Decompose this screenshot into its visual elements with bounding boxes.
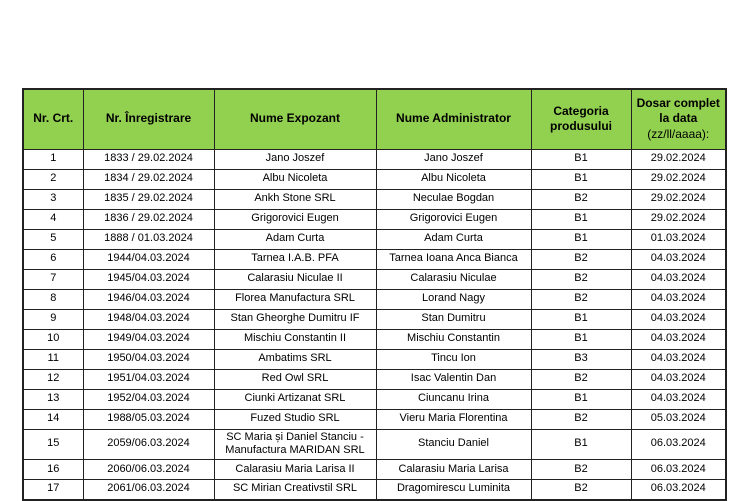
cell-categoria-produsului: B2	[531, 460, 631, 480]
cell-nr-crt: 15	[23, 429, 83, 460]
col-header-label: Nume Expozant	[249, 111, 340, 126]
cell-dosar-complet: 04.03.2024	[631, 309, 726, 329]
table-row	[23, 409, 726, 429]
cell-categoria-produsului: B2	[531, 249, 631, 269]
cell-dosar-complet: 04.03.2024	[631, 249, 726, 269]
col-header-nr-inregistrare	[83, 89, 214, 149]
cell-nr-crt: 5	[23, 229, 83, 249]
col-header-nr-crt	[23, 89, 83, 149]
cell-nr-crt: 12	[23, 369, 83, 389]
cell-nume-expozant: Fuzed Studio SRL	[214, 409, 376, 429]
cell-nr-inregistrare: 1944/04.03.2024	[83, 249, 214, 269]
cell-nume-administrator: Mischiu Constantin	[376, 329, 531, 349]
col-header-categoria-produsului	[531, 89, 631, 149]
cell-dosar-complet: 06.03.2024	[631, 460, 726, 480]
cell-nr-crt: 10	[23, 329, 83, 349]
cell-nr-crt: 17	[23, 480, 83, 500]
cell-nume-expozant: SC Mirian Creativstil SRL	[214, 480, 376, 500]
cell-nr-inregistrare: 1950/04.03.2024	[83, 349, 214, 369]
cell-nr-crt: 16	[23, 460, 83, 480]
cell-categoria-produsului: B1	[531, 429, 631, 460]
cell-nume-expozant: Grigorovici Eugen	[214, 209, 376, 229]
cell-categoria-produsului: B2	[531, 189, 631, 209]
cell-nr-inregistrare: 1945/04.03.2024	[83, 269, 214, 289]
cell-categoria-produsului: B2	[531, 369, 631, 389]
cell-nr-crt: 11	[23, 349, 83, 369]
header-row	[23, 89, 726, 149]
table-row	[23, 229, 726, 249]
cell-nr-inregistrare: 1888 / 01.03.2024	[83, 229, 214, 249]
cell-nume-expozant: Calarasiu Maria Larisa II	[214, 460, 376, 480]
col-header-date-format: (zz/ll/aaaa):	[647, 127, 710, 142]
table-row	[23, 369, 726, 389]
cell-categoria-produsului: B1	[531, 169, 631, 189]
cell-dosar-complet: 05.03.2024	[631, 409, 726, 429]
cell-nume-expozant: Ankh Stone SRL	[214, 189, 376, 209]
table-row	[23, 389, 726, 409]
cell-categoria-produsului: B2	[531, 289, 631, 309]
cell-dosar-complet: 29.02.2024	[631, 149, 726, 169]
table-row	[23, 249, 726, 269]
table-row	[23, 329, 726, 349]
cell-nume-expozant: Red Owl SRL	[214, 369, 376, 389]
cell-nr-inregistrare: 1836 / 29.02.2024	[83, 209, 214, 229]
cell-nume-administrator: Neculae Bogdan	[376, 189, 531, 209]
cell-dosar-complet: 06.03.2024	[631, 429, 726, 460]
registration-table	[22, 88, 727, 501]
cell-nr-inregistrare: 1949/04.03.2024	[83, 329, 214, 349]
cell-nr-inregistrare: 1952/04.03.2024	[83, 389, 214, 409]
cell-nume-expozant: Tarnea I.A.B. PFA	[214, 249, 376, 269]
cell-nr-crt: 6	[23, 249, 83, 269]
cell-nume-expozant: Albu Nicoleta	[214, 169, 376, 189]
cell-nume-expozant: Calarasiu Niculae II	[214, 269, 376, 289]
cell-nr-inregistrare: 1946/04.03.2024	[83, 289, 214, 309]
cell-nr-inregistrare: 1834 / 29.02.2024	[83, 169, 214, 189]
col-header-nume-administrator	[376, 89, 531, 149]
cell-categoria-produsului: B2	[531, 269, 631, 289]
cell-nr-crt: 4	[23, 209, 83, 229]
cell-categoria-produsului: B1	[531, 329, 631, 349]
cell-nume-administrator: Lorand Nagy	[376, 289, 531, 309]
cell-categoria-produsului: B2	[531, 409, 631, 429]
table-row	[23, 309, 726, 329]
cell-dosar-complet: 29.02.2024	[631, 209, 726, 229]
cell-nume-administrator: Dragomirescu Luminita	[376, 480, 531, 500]
cell-nr-inregistrare: 2059/06.03.2024	[83, 429, 214, 460]
col-header-label: Dosar complet la data	[636, 95, 720, 126]
cell-nr-inregistrare: 1951/04.03.2024	[83, 369, 214, 389]
cell-nume-administrator: Stan Dumitru	[376, 309, 531, 329]
cell-nume-expozant: Ambatims SRL	[214, 349, 376, 369]
cell-dosar-complet: 29.02.2024	[631, 169, 726, 189]
table-body	[23, 149, 726, 500]
cell-dosar-complet: 29.02.2024	[631, 189, 726, 209]
cell-nr-inregistrare: 1948/04.03.2024	[83, 309, 214, 329]
cell-nr-crt: 3	[23, 189, 83, 209]
col-header-label: Categoria produsului	[550, 103, 612, 134]
cell-nume-administrator: Albu Nicoleta	[376, 169, 531, 189]
cell-dosar-complet: 04.03.2024	[631, 289, 726, 309]
cell-dosar-complet: 01.03.2024	[631, 229, 726, 249]
cell-nr-inregistrare: 1833 / 29.02.2024	[83, 149, 214, 169]
col-header-dosar-complet	[631, 89, 726, 149]
table-row	[23, 480, 726, 500]
cell-nume-expozant: Adam Curta	[214, 229, 376, 249]
cell-nume-administrator: Isac Valentin Dan	[376, 369, 531, 389]
cell-dosar-complet: 06.03.2024	[631, 480, 726, 500]
cell-nr-crt: 1	[23, 149, 83, 169]
table-row	[23, 209, 726, 229]
cell-nume-administrator: Vieru Maria Florentina	[376, 409, 531, 429]
cell-nr-crt: 2	[23, 169, 83, 189]
table-row	[23, 460, 726, 480]
cell-nume-administrator: Calarasiu Niculae	[376, 269, 531, 289]
table-row	[23, 289, 726, 309]
cell-nr-inregistrare: 2060/06.03.2024	[83, 460, 214, 480]
cell-nume-administrator: Ciuncanu Irina	[376, 389, 531, 409]
cell-dosar-complet: 04.03.2024	[631, 369, 726, 389]
table-row	[23, 149, 726, 169]
cell-nume-expozant: Stan Gheorghe Dumitru IF	[214, 309, 376, 329]
cell-nume-administrator: Tarnea Ioana Anca Bianca	[376, 249, 531, 269]
cell-nr-inregistrare: 2061/06.03.2024	[83, 480, 214, 500]
col-header-label: Nume Administrator	[396, 111, 511, 126]
cell-categoria-produsului: B1	[531, 229, 631, 249]
table-row	[23, 269, 726, 289]
cell-dosar-complet: 04.03.2024	[631, 329, 726, 349]
col-header-label: Nr. Înregistrare	[105, 111, 192, 126]
cell-nr-inregistrare: 1988/05.03.2024	[83, 409, 214, 429]
cell-categoria-produsului: B1	[531, 149, 631, 169]
cell-nume-expozant: Florea Manufactura SRL	[214, 289, 376, 309]
cell-nume-expozant: SC Maria și Daniel Stanciu - Manufactura MARIDAN SRL	[214, 429, 376, 460]
table-row	[23, 429, 726, 460]
cell-dosar-complet: 04.03.2024	[631, 269, 726, 289]
table-row	[23, 349, 726, 369]
col-header-label: Nr. Crt.	[33, 111, 74, 126]
cell-nr-crt: 8	[23, 289, 83, 309]
cell-categoria-produsului: B1	[531, 309, 631, 329]
cell-categoria-produsului: B1	[531, 389, 631, 409]
cell-nume-administrator: Stanciu Daniel	[376, 429, 531, 460]
cell-nr-crt: 14	[23, 409, 83, 429]
table-row	[23, 169, 726, 189]
cell-nr-inregistrare: 1835 / 29.02.2024	[83, 189, 214, 209]
cell-nume-administrator: Adam Curta	[376, 229, 531, 249]
cell-nume-administrator: Grigorovici Eugen	[376, 209, 531, 229]
cell-categoria-produsului: B3	[531, 349, 631, 369]
document-page	[22, 88, 727, 501]
cell-nume-expozant: Mischiu Constantin II	[214, 329, 376, 349]
cell-nr-crt: 9	[23, 309, 83, 329]
cell-nume-administrator: Calarasiu Maria Larisa	[376, 460, 531, 480]
cell-categoria-produsului: B2	[531, 480, 631, 500]
cell-nume-expozant: Jano Joszef	[214, 149, 376, 169]
col-header-nume-expozant	[214, 89, 376, 149]
cell-nr-crt: 13	[23, 389, 83, 409]
cell-dosar-complet: 04.03.2024	[631, 389, 726, 409]
cell-nume-administrator: Jano Joszef	[376, 149, 531, 169]
cell-categoria-produsului: B1	[531, 209, 631, 229]
cell-nume-expozant: Ciunki Artizanat SRL	[214, 389, 376, 409]
table-row	[23, 189, 726, 209]
cell-nr-crt: 7	[23, 269, 83, 289]
cell-nume-administrator: Tincu Ion	[376, 349, 531, 369]
cell-dosar-complet: 04.03.2024	[631, 349, 726, 369]
